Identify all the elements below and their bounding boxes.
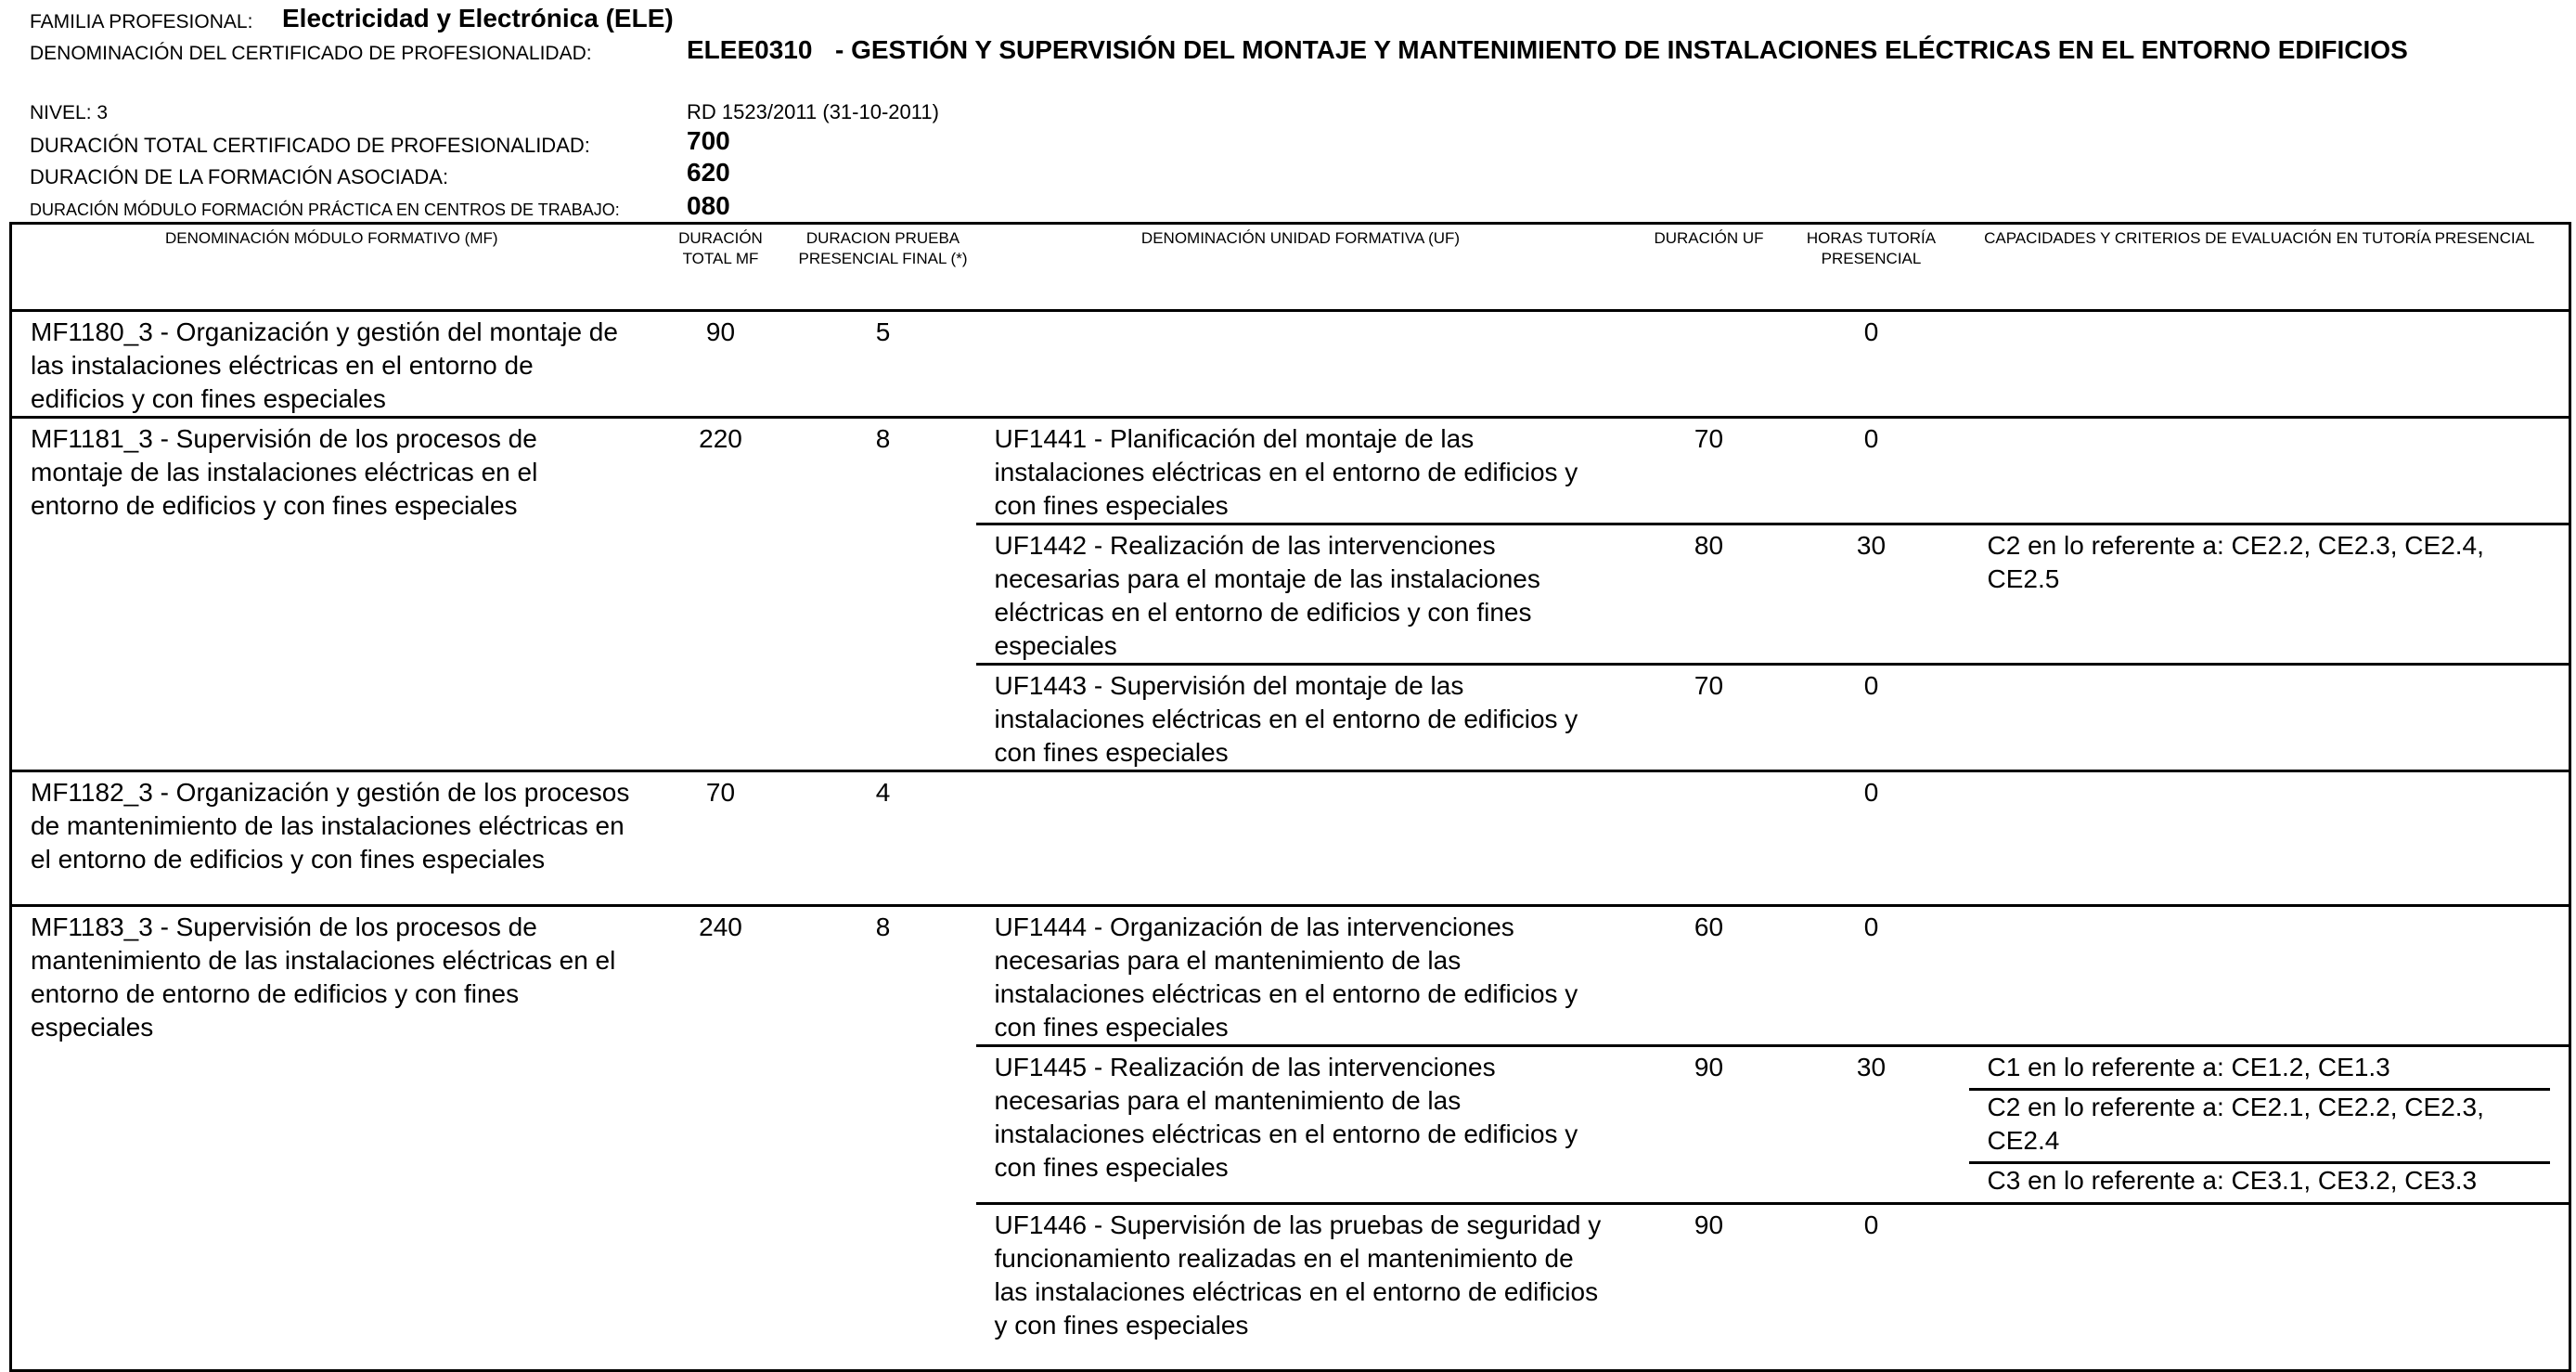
uf-name <box>976 771 1626 906</box>
capacidad-item: C2 en lo referente a: CE2.2, CE2.3, CE2.4, CE2.5 <box>1987 531 2484 593</box>
col-header-mf: DENOMINACIÓN MÓDULO FORMATIVO (MF) <box>11 224 651 311</box>
uf-capacidades <box>1951 665 2570 771</box>
duracion-practica-label: DURACIÓN MÓDULO FORMACIÓN PRÁCTICA EN CENTROS DE TRABAJO: <box>30 201 620 219</box>
module-duracion: 90 <box>705 317 736 346</box>
module-name: MF1182_3 - Organización y gestión de los procesos de mantenimiento de las instalaciones eléctricas en el entorno de edificios y con fines especiales <box>11 771 651 906</box>
familia-label: FAMILIA PROFESIONAL: <box>30 11 253 32</box>
uf-horas: 30 <box>1793 524 1951 665</box>
uf-duracion: 70 <box>1626 418 1793 524</box>
col-header-uf: DENOMINACIÓN UNIDAD FORMATIVA (UF) <box>976 224 1626 311</box>
uf-horas: 0 <box>1793 1204 1951 1371</box>
familia-value: Electricidad y Electrónica (ELE) <box>282 4 674 32</box>
module-duracion: 220 <box>651 418 791 771</box>
rd-value: RD 1523/2011 (31-10-2011) <box>687 100 939 123</box>
module-duracion: 70 <box>651 771 791 906</box>
uf-horas: 0 <box>1863 317 1879 346</box>
uf-capacidades <box>1951 1204 2570 1371</box>
certificado-title <box>687 35 2533 65</box>
uf-duracion: 90 <box>1626 1204 1793 1371</box>
uf-name: UF1441 - Planificación del montaje de las instalaciones eléctricas en el entorno de edificios y con fines especiales <box>976 418 1626 524</box>
uf-name: UF1442 - Realización de las intervenciones necesarias para el montaje de las instalaciones eléctricas en el entorno de edificios y con fines especiales <box>976 524 1626 665</box>
module-name: MF1181_3 - Supervisión de los procesos de montaje de las instalaciones eléctricas en el entorno de edificios y con fines especiales <box>11 418 651 771</box>
uf-capacidades <box>1951 524 2570 665</box>
uf-capacidades <box>1951 418 2570 524</box>
duracion-practica-value: 080 <box>687 191 730 220</box>
nivel-label: NIVEL: 3 <box>30 102 109 123</box>
uf-name: UF1446 - Supervisión de las pruebas de seguridad y funcionamiento realizadas en el mantenimiento de las instalaciones eléctricas en el entorno de edificios y con fines especiales <box>976 1204 1626 1371</box>
uf-duracion: 70 <box>1626 665 1793 771</box>
module-name: MF1180_3 - Organización y gestión del montaje de las instalaciones eléctricas en el entorno de edificios y con fines especiales <box>31 317 618 413</box>
capacidad-item: C1 en lo referente a: CE1.2, CE1.3 <box>1987 1053 2390 1081</box>
header-familia-row <box>30 4 2535 35</box>
uf-name <box>976 311 1626 418</box>
col-header-prueba: DURACION PRUEBA PRESENCIAL FINAL (*) <box>791 224 976 311</box>
table-header-row <box>11 224 2570 311</box>
duracion-total-value: 700 <box>687 126 730 155</box>
module-row <box>11 771 2570 906</box>
certificado-denominacion: - GESTIÓN Y SUPERVISIÓN DEL MONTAJE Y MANTENIMIENTO DE INSTALACIONES ELÉCTRICAS EN EL ENTORNO EDIFICIOS <box>835 35 2408 64</box>
uf-capacidades <box>1951 1046 2570 1204</box>
modules-table <box>9 222 2571 1372</box>
uf-capacidades <box>1951 771 2570 906</box>
module-prueba: 8 <box>791 906 976 1371</box>
module-prueba: 8 <box>791 418 976 771</box>
uf-horas: 0 <box>1793 906 1951 1046</box>
duracion-formacion-label: DURACIÓN DE LA FORMACIÓN ASOCIADA: <box>30 165 449 188</box>
uf-duracion <box>1626 311 1793 418</box>
capacidad-item: C2 en lo referente a: CE2.1, CE2.2, CE2.3, CE2.4 <box>1969 1088 2551 1161</box>
uf-duracion: 60 <box>1626 906 1793 1046</box>
uf-horas: 0 <box>1793 418 1951 524</box>
module-row <box>11 906 2570 1046</box>
duracion-formacion-value: 620 <box>687 158 730 187</box>
uf-duracion: 90 <box>1626 1046 1793 1204</box>
module-row <box>11 311 2570 418</box>
uf-capacidades <box>1951 311 2570 418</box>
module-row <box>11 418 2570 524</box>
uf-duracion <box>1626 771 1793 906</box>
module-prueba: 5 <box>875 317 891 346</box>
uf-name: UF1445 - Realización de las intervenciones necesarias para el mantenimiento de las instalaciones eléctricas en el entorno de edificios y con fines especiales <box>976 1046 1626 1204</box>
module-duracion: 240 <box>651 906 791 1371</box>
denominacion-label: DENOMINACIÓN DEL CERTIFICADO DE PROFESIONALIDAD: <box>30 43 592 64</box>
col-header-duracion-uf: DURACIÓN UF <box>1626 224 1793 311</box>
duracion-total-label: DURACIÓN TOTAL CERTIFICADO DE PROFESIONALIDAD: <box>30 134 590 157</box>
uf-capacidades <box>1951 906 2570 1046</box>
uf-horas: 0 <box>1793 771 1951 906</box>
col-header-horas: HORAS TUTORÍA PRESENCIAL <box>1793 224 1951 311</box>
uf-horas: 0 <box>1793 665 1951 771</box>
certificado-code: ELEE0310 <box>687 35 813 64</box>
module-name: MF1183_3 - Supervisión de los procesos de mantenimiento de las instalaciones eléctricas en el entorno de entorno de edificios y con fines especiales <box>11 906 651 1371</box>
uf-duracion: 80 <box>1626 524 1793 665</box>
module-prueba: 4 <box>791 771 976 906</box>
uf-name: UF1444 - Organización de las intervenciones necesarias para el mantenimiento de las instalaciones eléctricas en el entorno de edificios y con fines especiales <box>976 906 1626 1046</box>
col-header-duracion-mf: DURACIÓN TOTAL MF <box>651 224 791 311</box>
uf-horas: 30 <box>1793 1046 1951 1204</box>
capacidad-item: C3 en lo referente a: CE3.1, CE3.2, CE3.3 <box>1969 1161 2551 1201</box>
col-header-capacidades: CAPACIDADES Y CRITERIOS DE EVALUACIÓN EN TUTORÍA PRESENCIAL <box>1951 224 2570 311</box>
uf-name: UF1443 - Supervisión del montaje de las instalaciones eléctricas en el entorno de edificios y con fines especiales <box>976 665 1626 771</box>
